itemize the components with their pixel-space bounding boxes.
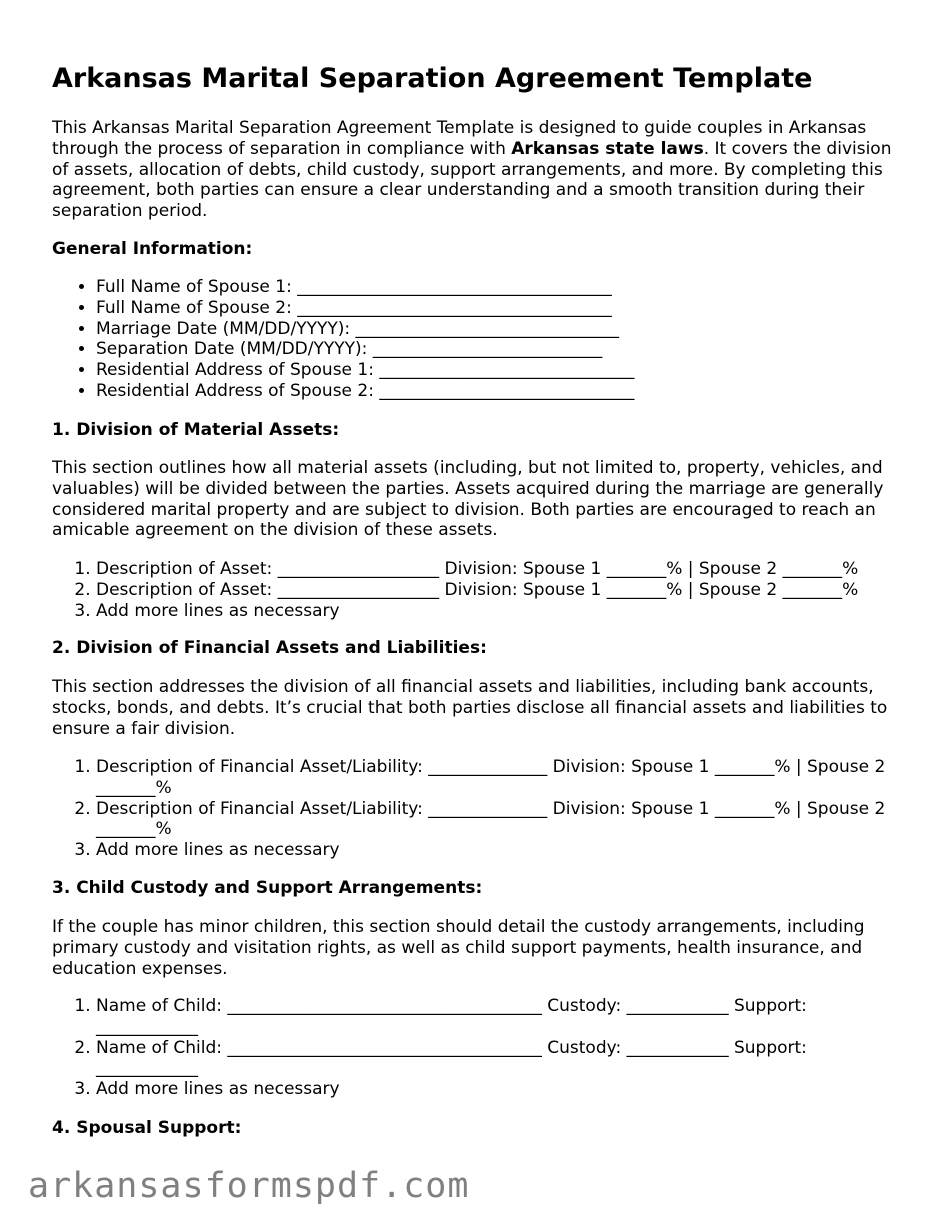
child-custody-paragraph: If the couple has minor children, this section should detail the custody arrangements, including primary custody and visitation rights, as well as child support payments, health insurance, and education expenses. xyxy=(52,917,865,979)
material-assets-list xyxy=(52,559,912,621)
financial-assets-heading: 2. Division of Financial Assets and Liabilities: xyxy=(52,638,487,658)
child-custody-list xyxy=(52,996,912,1100)
financial-assets-paragraph: This section addresses the division of all financial assets and liabilities, including bank accounts, stocks, bonds, and debts. It’s crucial that both parties disclose all financial assets and liabilities to ensure a fair division. xyxy=(52,677,888,739)
list-item: 3. Add more lines as necessary xyxy=(96,840,912,861)
general-information-heading: General Information: xyxy=(52,239,253,259)
list-item: • Marriage Date (MM/DD/YYYY): _______________________________ xyxy=(96,319,912,340)
list-item: • Residential Address of Spouse 1: ______________________________ xyxy=(96,360,912,381)
intro-emphasis: Arkansas state laws xyxy=(511,138,704,159)
list-item: • Full Name of Spouse 1: _____________________________________ xyxy=(96,277,912,298)
intro-text: This Arkansas Marital Separation Agreement Template is designed to guide couples in Arkansas through the process of separation in compliance with xyxy=(52,118,867,159)
material-assets-heading: 1. Division of Material Assets: xyxy=(52,420,340,440)
list-item: 2. Description of Asset: ___________________ Division: Spouse 1 _______% | Spouse 2 _______% xyxy=(96,580,912,601)
general-information-list xyxy=(52,277,912,402)
list-item: 1. Description of Asset: ___________________ Division: Spouse 1 _______% | Spouse 2 _______% xyxy=(96,559,912,580)
intro-text-end: . It covers the division of assets, allocation of debts, child custody, support arrangements, and more. By completing this agreement, both parties can ensure a clear understanding and a smooth transition during their separation period. xyxy=(52,138,892,222)
material-assets-paragraph: This section outlines how all material assets (including, but not limited to, property, vehicles, and valuables) will be divided between the parties. Assets acquired during the marriage are generally considered marital property and are subject to division. Both parties are encouraged to reach an amicable agreement on the division of these assets. xyxy=(52,458,884,541)
list-item: • Separation Date (MM/DD/YYYY): ___________________________ xyxy=(96,339,912,360)
intro-paragraph xyxy=(52,118,912,222)
financial-assets-list xyxy=(52,757,912,861)
list-item: • Full Name of Spouse 2: _____________________________________ xyxy=(96,298,912,319)
list-item: 2. Description of Financial Asset/Liability: ______________ Division: Spouse 1 _______% | Spouse 2 _______% xyxy=(96,799,912,841)
list-item: 1. Description of Financial Asset/Liability: ______________ Division: Spouse 1 _______% | Spouse 2 _______% xyxy=(96,757,912,799)
list-item: 1. Name of Child: _____________________________________ Custody: ____________ Support: ____________ xyxy=(96,996,912,1038)
list-item: 3. Add more lines as necessary xyxy=(96,601,912,622)
watermark: arkansasformspdf.com xyxy=(28,1166,470,1206)
list-item: 2. Name of Child: _____________________________________ Custody: ____________ Support: ____________ xyxy=(96,1038,912,1080)
child-custody-heading: 3. Child Custody and Support Arrangements: xyxy=(52,878,483,898)
spousal-support-heading: 4. Spousal Support: xyxy=(52,1118,242,1138)
document-title: Arkansas Marital Separation Agreement Template xyxy=(52,63,813,94)
list-item: 3. Add more lines as necessary xyxy=(96,1079,912,1100)
list-item: • Residential Address of Spouse 2: ______________________________ xyxy=(96,381,912,402)
